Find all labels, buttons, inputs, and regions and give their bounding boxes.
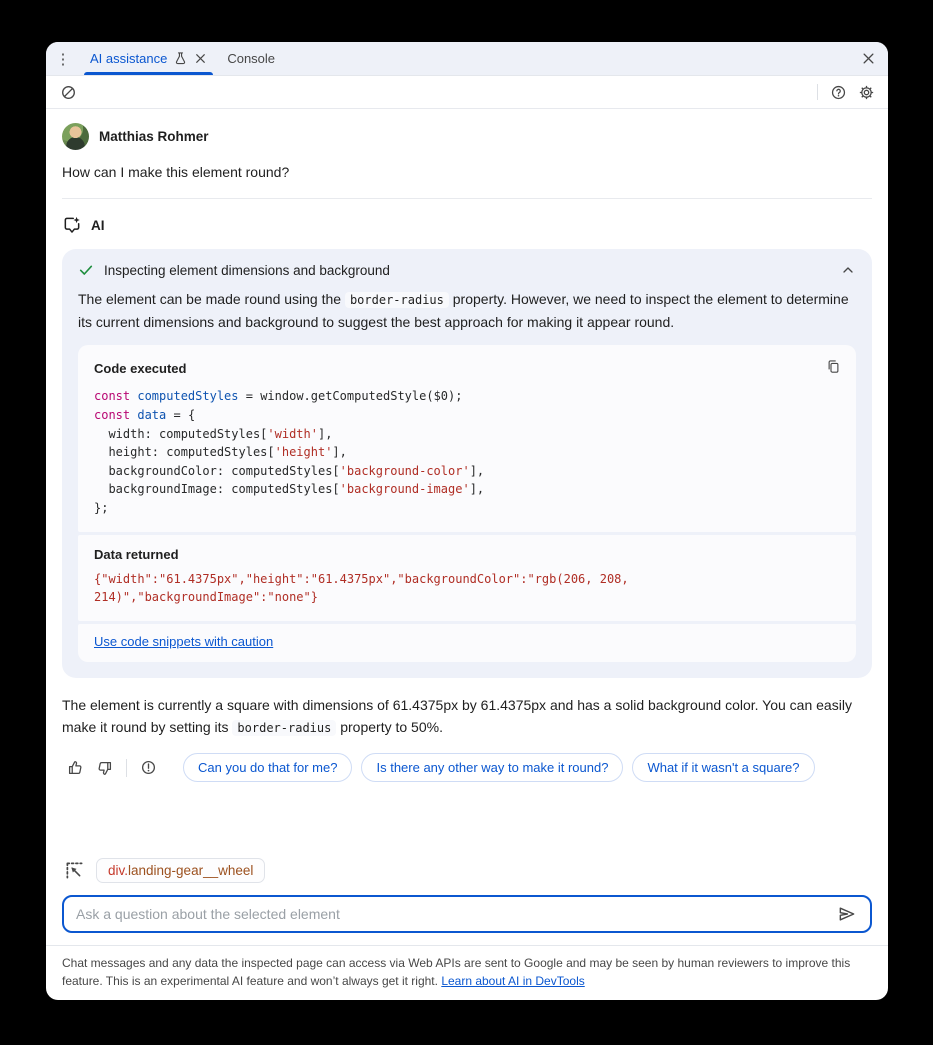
settings-gear-icon[interactable] bbox=[852, 79, 880, 105]
tab-label: Console bbox=[227, 51, 276, 66]
user-name: Matthias Rohmer bbox=[99, 129, 209, 144]
code-executed-box bbox=[78, 345, 856, 531]
selected-element-chip[interactable] bbox=[96, 858, 265, 883]
disclaimer-text: Chat messages and any data the inspected page can access via Web APIs are sent to Google and may be seen by human reviewers to improve this feature. This is an experimental AI feature and won’t always get it right. bbox=[62, 956, 851, 988]
selector-class: landing-gear__wheel bbox=[128, 863, 254, 878]
user-avatar bbox=[62, 123, 89, 150]
tab-console[interactable] bbox=[217, 42, 285, 75]
tabbar-spacer bbox=[285, 42, 848, 75]
tab-label: AI assistance bbox=[90, 51, 168, 66]
disclaimer-footer bbox=[46, 945, 888, 1000]
inline-code: border-radius bbox=[232, 720, 336, 736]
close-devtools-icon[interactable] bbox=[848, 42, 888, 75]
user-message-header bbox=[62, 123, 872, 150]
help-icon[interactable] bbox=[824, 79, 852, 105]
suggestion-chip[interactable]: Can you do that for me? bbox=[183, 753, 352, 782]
feedback-divider bbox=[126, 759, 127, 777]
clear-chat-icon[interactable] bbox=[54, 79, 82, 105]
feedback-row bbox=[62, 753, 872, 782]
thumbs-down-icon[interactable] bbox=[92, 755, 118, 781]
tab-close-icon[interactable] bbox=[194, 52, 207, 65]
data-returned-title: Data returned bbox=[94, 546, 179, 562]
ai-message-header bbox=[62, 215, 872, 235]
ai-sparkle-bubble-icon bbox=[62, 215, 82, 235]
copy-code-icon[interactable] bbox=[820, 353, 846, 379]
message-divider bbox=[62, 198, 872, 199]
step-header[interactable] bbox=[78, 262, 856, 278]
prompt-input[interactable] bbox=[76, 906, 832, 922]
ai-step-card bbox=[62, 249, 872, 678]
thumbs-up-icon[interactable] bbox=[62, 755, 88, 781]
chat-scroll-area[interactable] bbox=[46, 109, 888, 846]
ai-conclusion: The element is currently a square with dimensions of 61.4375px by 61.4375px and has a solid background color. You can easily make it round by setting its border-radius property to 50%. bbox=[62, 696, 852, 736]
data-returned-box bbox=[78, 535, 856, 621]
prompt-input-wrap bbox=[62, 895, 872, 933]
learn-about-ai-link[interactable]: Learn about AI in DevTools bbox=[441, 974, 585, 988]
code-executed-title: Code executed bbox=[94, 360, 187, 376]
tab-ai-assistance[interactable] bbox=[80, 42, 217, 75]
step-title: Inspecting element dimensions and background bbox=[104, 262, 390, 278]
experiment-flask-icon bbox=[173, 51, 188, 66]
step-explanation: The element can be made round using the border-radius property. However, we need to inspect the element to determine its current dimensions and background to suggest the best approach for making it appear round. bbox=[78, 291, 849, 330]
executed-code: const computedStyles = window.getComputedStyle($0); const data = { width: computedStyles['width'], height: computedStyles['height'], backgroundColor: computedStyles['background-color'], backgroundImage: computedStyles['background-image'], }; bbox=[94, 389, 485, 515]
devtools-window bbox=[46, 42, 888, 1000]
tab-bar bbox=[46, 42, 888, 76]
send-icon[interactable] bbox=[832, 899, 862, 929]
returned-data-json: {"width":"61.4375px","height":"61.4375px","backgroundColor":"rgb(206, 208, 214)","backgroundImage":"none"} bbox=[94, 571, 636, 605]
suggestion-chip[interactable]: What if it wasn't a square? bbox=[632, 753, 814, 782]
inline-code: border-radius bbox=[345, 292, 449, 308]
toolbar-divider bbox=[817, 84, 818, 100]
suggestion-chips bbox=[183, 753, 872, 782]
collapse-chevron-up-icon[interactable] bbox=[840, 262, 856, 278]
ai-label: AI bbox=[91, 217, 105, 233]
step-success-check-icon bbox=[78, 262, 94, 278]
caution-strip bbox=[78, 624, 856, 662]
user-question: How can I make this element round? bbox=[62, 164, 290, 180]
selected-element-row bbox=[62, 858, 872, 883]
code-caution-link[interactable]: Use code snippets with caution bbox=[94, 633, 274, 649]
composer bbox=[46, 846, 888, 945]
selector-tag: div. bbox=[108, 863, 129, 878]
suggestion-chip[interactable]: Is there any other way to make it round? bbox=[361, 753, 623, 782]
inspect-element-icon[interactable] bbox=[62, 859, 86, 883]
more-tabs-menu-icon[interactable]: ⋮ bbox=[55, 50, 71, 68]
report-issue-icon[interactable] bbox=[135, 755, 161, 781]
ai-assistance-toolbar bbox=[46, 76, 888, 109]
